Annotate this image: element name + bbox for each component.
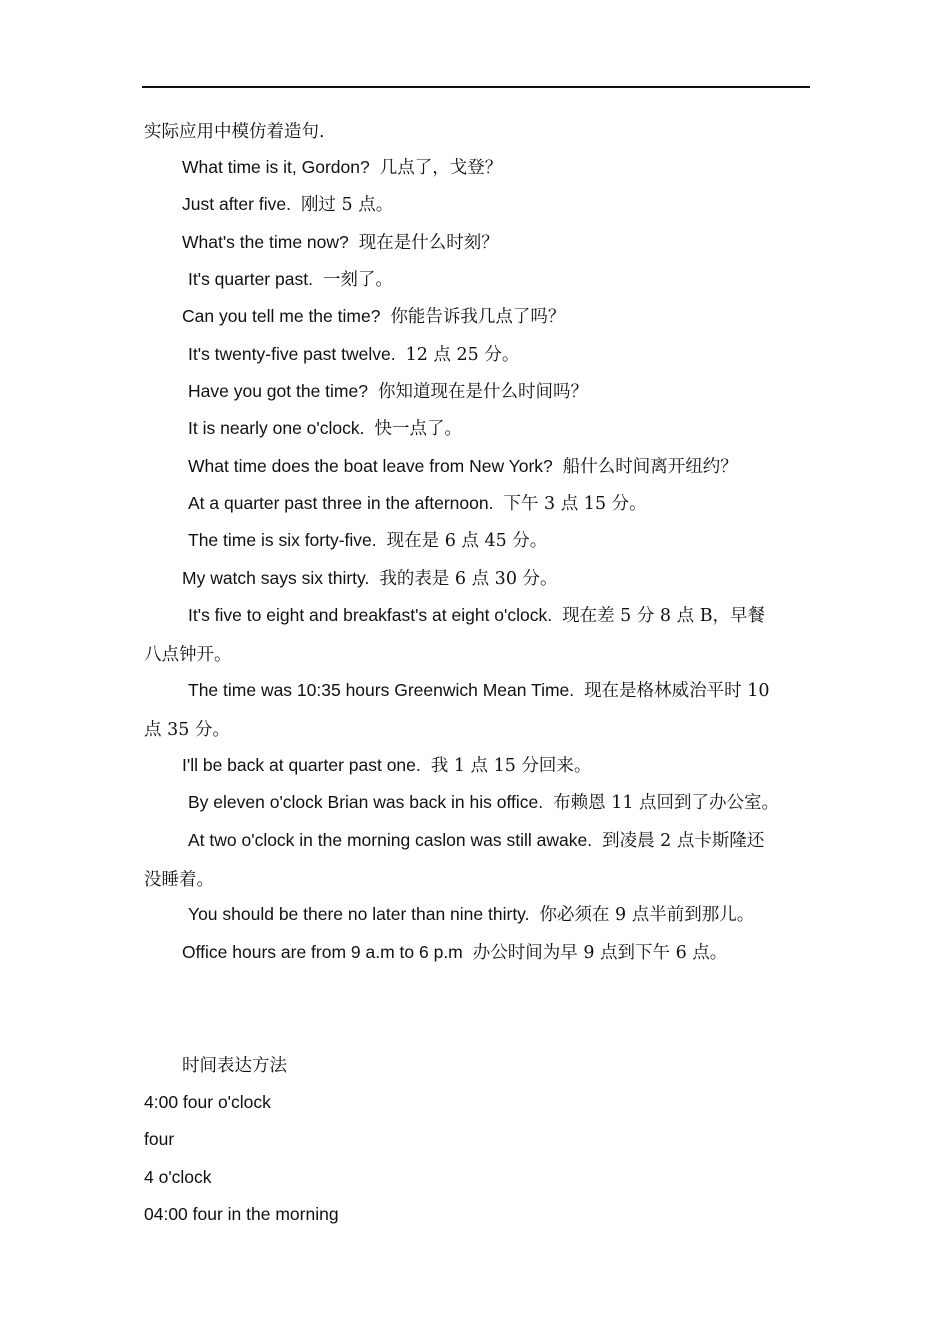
example-en: Just after five. — [182, 194, 291, 214]
example-zh: 现在差 5 分 8 点 B，早餐 — [562, 606, 766, 626]
example-zh: 到凌晨 2 点卡斯隆还 — [602, 831, 765, 851]
example-10 — [188, 491, 647, 516]
example-18 — [188, 902, 754, 927]
example-12 — [182, 566, 558, 591]
example-en: My watch says six thirty. — [182, 568, 370, 588]
example-15 — [182, 753, 591, 778]
example-zh: 船什么时间离开纽约？ — [562, 457, 738, 477]
example-en: You should be there no later than nine thirty. — [188, 904, 530, 924]
example-en: It's twenty-five past twelve. — [188, 344, 396, 364]
example-8 — [188, 416, 462, 441]
example-en: What's the time now? — [182, 232, 349, 252]
example-zh: 我的表是 6 点 30 分。 — [379, 569, 558, 589]
example-zh: 12 点 25 分。 — [405, 345, 520, 365]
example-13 — [188, 603, 765, 628]
example-en: At a quarter past three in the afternoon. — [188, 493, 494, 513]
example-en: The time was 10:35 hours Greenwich Mean Time. — [188, 680, 575, 700]
example-7 — [188, 379, 588, 404]
example-17-continued: 没睡着。 — [144, 870, 214, 890]
example-9 — [188, 454, 738, 479]
example-16 — [188, 790, 779, 815]
example-13-continued: 八点钟开。 — [144, 645, 232, 665]
example-14-continued: 点 35 分。 — [144, 720, 230, 740]
example-zh: 下午 3 点 15 分。 — [503, 494, 647, 514]
example-14 — [188, 678, 770, 703]
example-en: Office hours are from 9 a.m to 6 p.m — [182, 942, 463, 962]
example-zh: 办公时间为早 9 点到下午 6 点。 — [472, 943, 728, 963]
example-zh: 你必须在 9 点半前到那儿。 — [539, 905, 755, 925]
time-list-item: 4:00 four o'clock — [144, 1092, 271, 1112]
intro-fragment: 实际应用中模仿着造句. — [144, 122, 325, 142]
example-19 — [182, 940, 727, 965]
example-zh: 布赖恩 11 点回到了办公室。 — [553, 793, 780, 813]
example-en: It's five to eight and breakfast's at eight o'clock. — [188, 605, 553, 625]
example-zh: 现在是什么时刻？ — [358, 233, 499, 253]
section-title: 时间表达方法 — [182, 1056, 287, 1076]
example-zh: 快一点了。 — [374, 419, 462, 439]
example-en: What time is it, Gordon? — [182, 157, 370, 177]
example-en: At two o'clock in the morning caslon was still awake. — [188, 830, 593, 850]
example-en: Have you got the time? — [188, 381, 368, 401]
example-zh: 我 1 点 15 分回来。 — [430, 756, 592, 776]
example-zh: 你能告诉我几点了吗？ — [390, 307, 566, 327]
time-list-item: four — [144, 1129, 175, 1149]
example-en: By eleven o'clock Brian was back in his office. — [188, 792, 544, 812]
example-en: It is nearly one o'clock. — [188, 418, 365, 438]
example-zh: 现在是格林威治平时 10 — [584, 681, 770, 701]
example-6 — [188, 342, 519, 367]
example-zh: 几点了，戈登？ — [379, 158, 503, 178]
example-en: I'll be back at quarter past one. — [182, 755, 421, 775]
example-zh: 一刻了。 — [322, 270, 393, 290]
example-2 — [182, 192, 393, 217]
time-list-item: 04:00 four in the morning — [144, 1204, 339, 1224]
example-5 — [182, 304, 565, 329]
example-17 — [188, 828, 764, 853]
header-rule — [142, 86, 810, 88]
example-1 — [182, 155, 502, 180]
example-zh: 刚过 5 点。 — [300, 195, 394, 215]
example-4 — [188, 267, 393, 292]
example-zh: 现在是 6 点 45 分。 — [386, 531, 548, 551]
example-en: Can you tell me the time? — [182, 306, 381, 326]
example-3 — [182, 230, 499, 255]
example-en: It's quarter past. — [188, 269, 313, 289]
example-en: What time does the boat leave from New York? — [188, 456, 553, 476]
example-zh: 你知道现在是什么时间吗？ — [377, 382, 588, 402]
time-list-item: 4 o'clock — [144, 1167, 212, 1187]
example-en: The time is six forty-five. — [188, 530, 377, 550]
example-11 — [188, 528, 547, 553]
